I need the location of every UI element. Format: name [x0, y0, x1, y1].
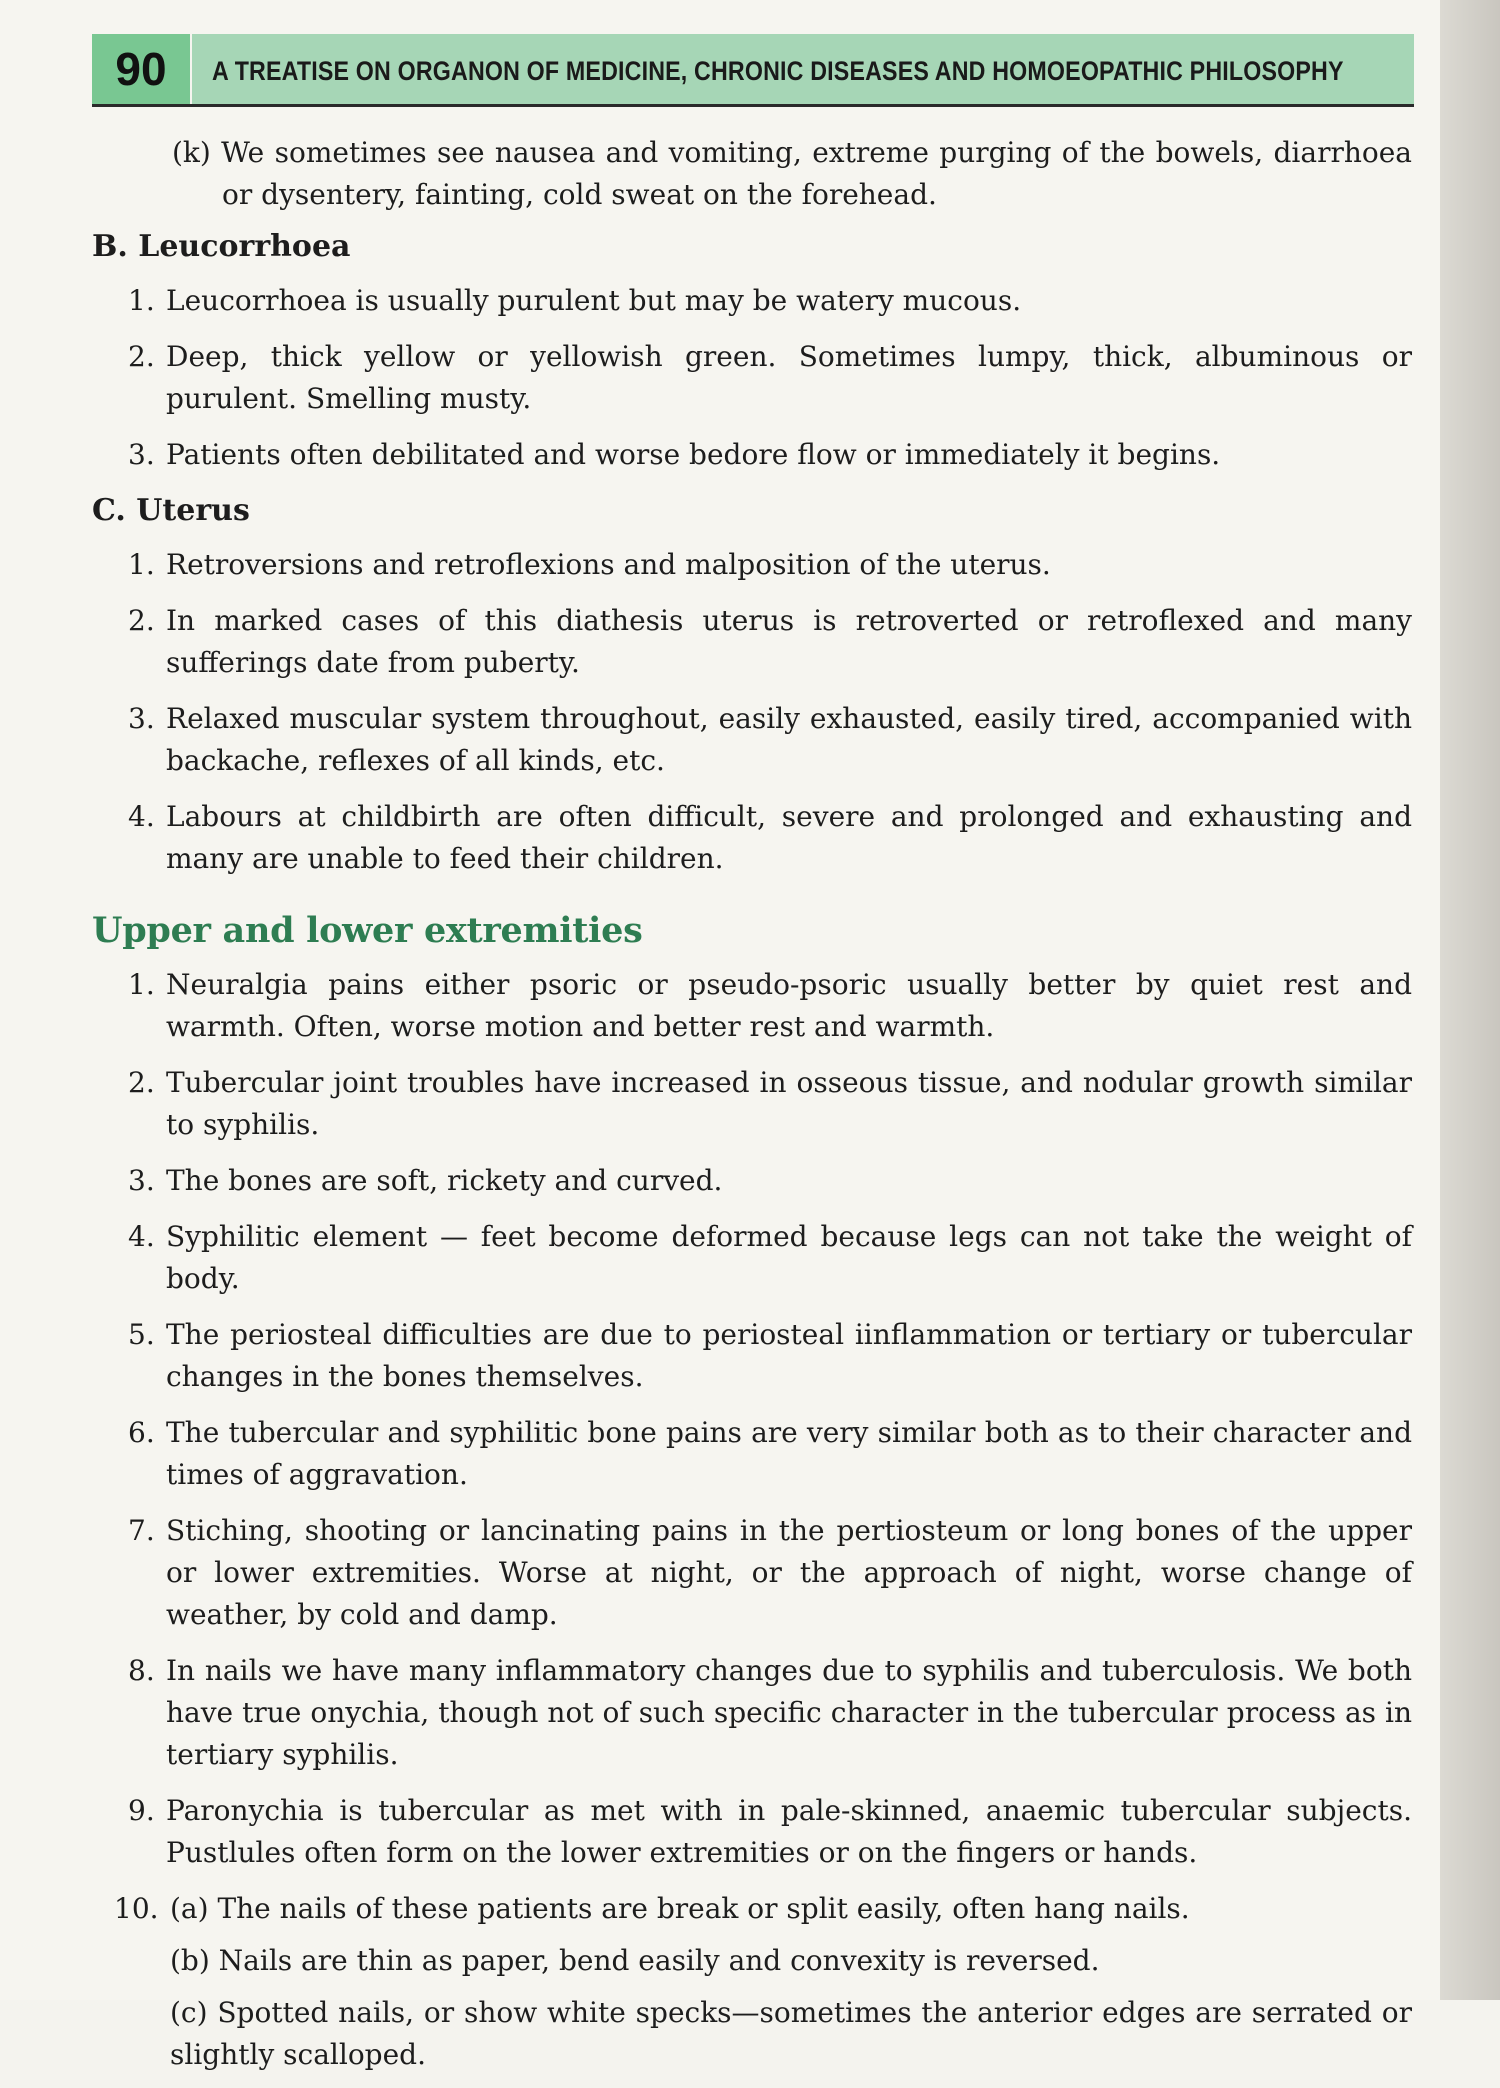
page-number: 90 [92, 34, 192, 104]
page-content [92, 132, 1412, 2088]
list-item: 5. The periosteal difficulties are due to periosteal iinflammation or tertiary or tubercular changes in the bones themselves. [128, 1318, 1412, 1393]
sub-item-c: (c) Spotted nails, or show white specks—sometimes the anterior edges are serrated or slightly scalloped. [170, 1996, 1412, 2071]
sub-item-a: (a) The nails of these patients are break or split easily, often hang nails. [170, 1892, 1190, 1925]
section-c-heading: C. Uterus [92, 493, 250, 528]
list-item-10: 10. (a) The nails of these patients are break or split easily, often hang nails. (b) Nails are thin as paper, bend easily and convexity is reversed. (c) Spotted nails, or show white specks—sometimes the anterior edges are serrated or slightly scalloped. [92, 1888, 1412, 2076]
running-title: A TREATISE ON ORGANON OF MEDICINE, CHRONIC DISEASES AND HOMOEOPATHIC PHILOSOPHY [212, 56, 1344, 86]
sub-item-b: (b) Nails are thin as paper, bend easily and convexity is reversed. [170, 1944, 1100, 1977]
list-item: 8. In nails we have many inflammatory changes due to syphilis and tuberculosis. We both have true onychia, though not of such specific character in the tubercular process as in tertiary syphilis. [128, 1654, 1412, 1771]
list-item: 3. Patients often debilitated and worse bedore flow or immediately it begins. [128, 438, 1221, 471]
list-item: 2. Tubercular joint troubles have increased in osseous tissue, and nodular growth similar to syphilis. [128, 1066, 1412, 1141]
list-item: 2. Deep, thick yellow or yellowish green. Sometimes lumpy, thick, albuminous or purulent. Smelling musty. [128, 340, 1412, 415]
page-edge-shadow [1440, 0, 1500, 2000]
list-item: 3. Relaxed muscular system throughout, easily exhausted, easily tired, accompanied with backache, reflexes of all kinds, etc. [128, 702, 1412, 777]
list-item: 4. Labours at childbirth are often difficult, severe and prolonged and exhausting and many are unable to feed their children. [128, 800, 1412, 875]
list-item: 6. The tubercular and syphilitic bone pains are very similar both as to their character and times of aggravation. [128, 1416, 1412, 1491]
page-header [92, 34, 1414, 107]
intro-item-k: (k) We sometimes see nausea and vomiting, extreme purging of the bowels, diarrhoea or dysentery, fainting, cold sweat on the forehead. [172, 136, 1412, 211]
list-item: 3. The bones are soft, rickety and curved. [128, 1164, 723, 1197]
list-item: 1. Neuralgia pains either psoric or pseudo-psoric usually better by quiet rest and warmth. Often, worse motion and better rest and warmth. [128, 968, 1412, 1043]
list-item: 1. Leucorrhoea is usually purulent but may be watery mucous. [128, 284, 1022, 317]
list-item: 4. Syphilitic element — feet become deformed because legs can not take the weight of body. [128, 1220, 1412, 1295]
extremities-heading: Upper and lower extremities [92, 910, 643, 951]
list-item: 9. Paronychia is tubercular as met with in pale-skinned, anaemic tubercular subjects. Pustlules often form on the lower extremities or on the fingers or hands. [128, 1794, 1412, 1869]
list-item: 7. Stiching, shooting or lancinating pains in the pertiosteum or long bones of the upper or lower extremities. Worse at night, or the approach of night, worse change of weather, by cold and damp. [128, 1514, 1412, 1631]
list-item: 2. In marked cases of this diathesis uterus is retroverted or retroflexed and many sufferings date from puberty. [128, 604, 1412, 679]
list-item: 1. Retroversions and retroflexions and malposition of the uterus. [128, 548, 1051, 581]
section-b-heading: B. Leucorrhoea [92, 229, 351, 264]
